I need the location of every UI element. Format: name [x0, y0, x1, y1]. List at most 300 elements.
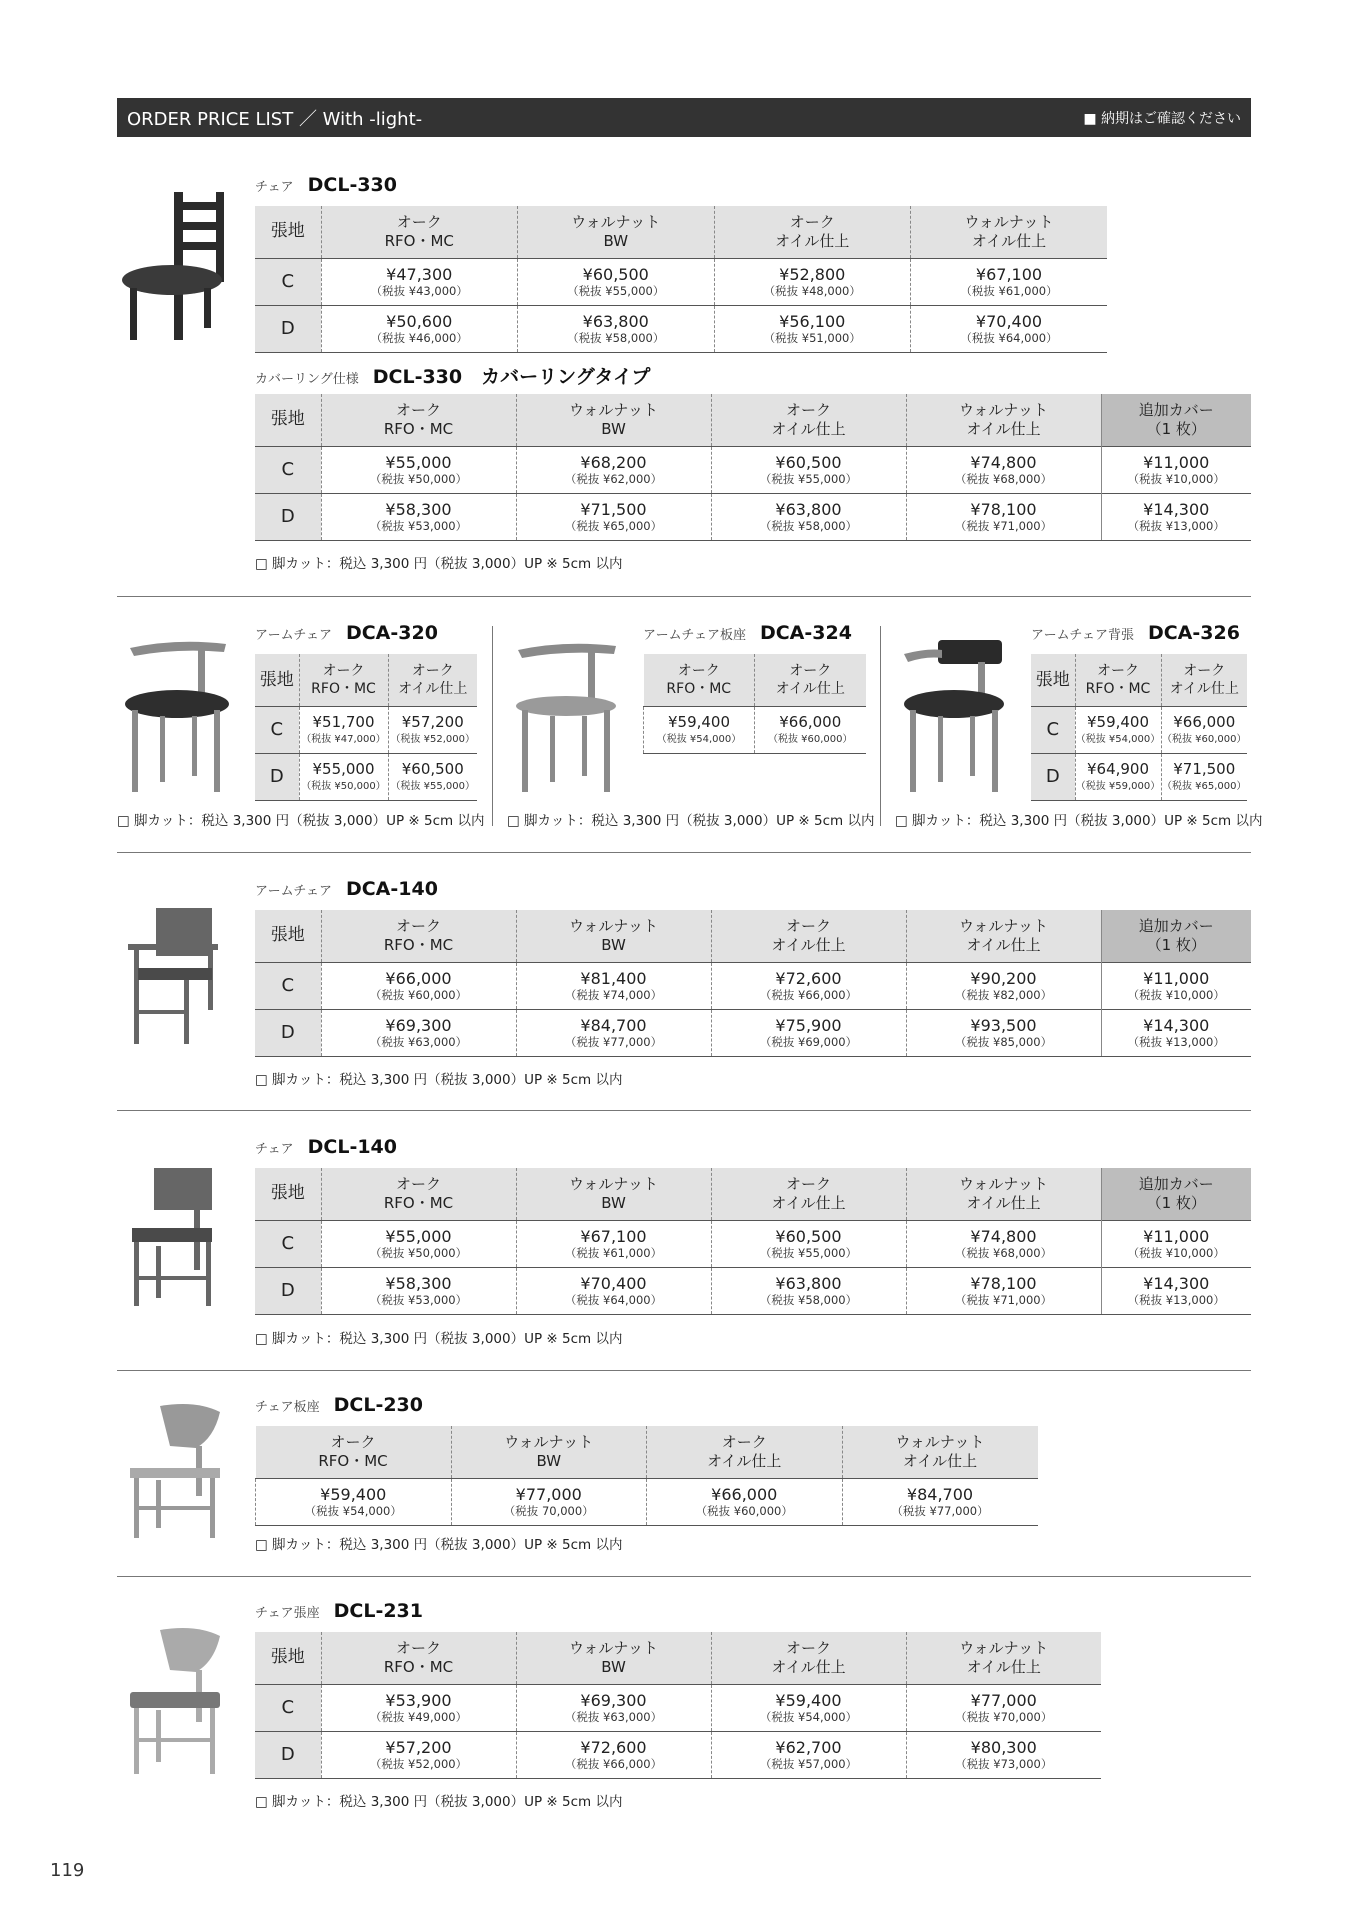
price-cell [388, 753, 477, 800]
finish-header-line: オーク [1097, 662, 1139, 679]
price-incl-tax: ¥55,000 [385, 452, 452, 472]
column-divider [492, 626, 493, 826]
price-excl-tax: （税抜 ¥64,000） [960, 330, 1058, 345]
finish-header-line: オイル仕上 [771, 419, 846, 438]
price-incl-tax: ¥56,100 [779, 311, 846, 331]
price-row [255, 1009, 1251, 1056]
finish-header-line: オーク [785, 400, 831, 419]
finish-header [388, 654, 477, 706]
price-row [256, 1478, 1038, 1525]
price-cell [321, 258, 518, 305]
leg-cut-note: □ 脚カット：税込 3,300 円（税抜 3,000）UP ※ 5cm 以内 [255, 1794, 623, 1810]
price-table-dcl-330-cover [255, 394, 1251, 541]
product-category: アームチェア [255, 884, 332, 899]
price-cell [711, 1009, 906, 1056]
price-cell [711, 1684, 906, 1731]
product-category: カバーリング仕様 [255, 372, 359, 387]
fabric-header [255, 206, 321, 258]
price-excl-tax: （税抜 ¥49,000） [369, 1709, 468, 1724]
grade-label: C [255, 446, 321, 493]
price-incl-tax: ¥51,700 [312, 712, 375, 731]
price-excl-tax: （税抜 ¥66,000） [564, 1756, 663, 1771]
finish-header-line: オーク [395, 916, 441, 935]
price-incl-tax: ¥75,900 [775, 1015, 842, 1035]
fabric-header-line: 張地 [270, 1183, 305, 1204]
chair-dcl-231-image [126, 1626, 226, 1778]
price-cell [321, 1009, 516, 1056]
column-divider [880, 626, 881, 826]
finish-header-line: BW [536, 1451, 562, 1470]
price-cell [321, 1731, 516, 1778]
finish-header-line: オイル仕上 [902, 1451, 978, 1470]
grade-label: C [255, 1684, 321, 1731]
price-table-dcl-231 [255, 1632, 1101, 1779]
price-excl-tax: （税抜 ¥54,000） [1075, 733, 1161, 745]
finish-header-line: ウォルナット [958, 1174, 1049, 1193]
finish-header-line: ウォルナット [958, 916, 1049, 935]
finish-header-line: オーク [721, 1432, 767, 1451]
price-cell [1075, 706, 1161, 753]
fabric-header-line: 張地 [259, 669, 294, 690]
price-cell [906, 1220, 1101, 1267]
finish-header-line: RFO・MC [318, 1451, 388, 1470]
finish-header-line: ウォルナット [571, 212, 661, 231]
price-excl-tax: （税抜 ¥73,000） [955, 1756, 1053, 1771]
price-incl-tax: ¥55,000 [385, 1226, 452, 1246]
price-row [255, 1267, 1251, 1314]
finish-header-line: オーク [396, 212, 442, 231]
price-table-dcl-230 [255, 1426, 1038, 1526]
price-excl-tax: （税抜 ¥77,000） [564, 1034, 663, 1049]
product-label-dcl-140 [255, 1136, 397, 1158]
fabric-header [1031, 654, 1075, 706]
fabric-header [255, 910, 321, 962]
finish-header [644, 654, 755, 706]
grade-label: D [255, 493, 321, 540]
chair-dca-326-image [898, 636, 1010, 796]
price-cell [388, 706, 477, 753]
extra-cover-price-cell [1101, 446, 1251, 493]
price-cell [906, 1731, 1101, 1778]
product-category: チェア張座 [255, 1606, 320, 1621]
price-excl-tax: （税抜 ¥70,000） [955, 1709, 1053, 1724]
finish-header [256, 1426, 452, 1478]
product-label-dca-320 [255, 622, 438, 644]
price-incl-tax: ¥68,200 [580, 452, 647, 472]
finish-header [321, 206, 518, 258]
page-title: ORDER PRICE LIST ／ With -light- [127, 108, 423, 130]
price-excl-tax: （税抜 ¥63,000） [369, 1034, 468, 1049]
price-incl-tax: ¥60,500 [582, 264, 649, 284]
finish-header [714, 206, 911, 258]
section-divider [117, 1576, 1251, 1577]
price-excl-tax: （税抜 ¥55,000） [759, 471, 858, 486]
price-cell [711, 493, 906, 540]
price-incl-tax: ¥74,800 [970, 452, 1037, 472]
product-code: DCA-324 [759, 622, 852, 644]
finish-header-line: ウォルナット [568, 1174, 659, 1193]
price-excl-tax: （税抜 ¥77,000） [891, 1503, 989, 1518]
finish-header [299, 654, 388, 706]
price-cell [321, 1267, 516, 1314]
price-excl-tax: （税抜 ¥71,000） [954, 1292, 1053, 1307]
price-excl-tax: （税抜 ¥46,000） [370, 330, 468, 345]
price-cell [516, 1267, 711, 1314]
grade-label: C [255, 1220, 321, 1267]
price-excl-tax: （税抜 ¥48,000） [763, 283, 861, 298]
price-excl-tax: （税抜 70,000） [503, 1503, 594, 1518]
price-row [644, 706, 866, 753]
finish-header-line: RFO・MC [1085, 680, 1151, 697]
price-incl-tax: ¥59,400 [1086, 712, 1150, 731]
price-incl-tax: ¥47,300 [386, 264, 453, 284]
chair-dcl-230-image [126, 1402, 226, 1542]
fabric-header-line: 張地 [270, 925, 305, 946]
price-incl-tax: ¥63,800 [775, 1273, 842, 1293]
finish-header [518, 206, 715, 258]
price-incl-tax: ¥52,800 [779, 264, 846, 284]
price-cell [711, 446, 906, 493]
price-incl-tax: ¥66,000 [779, 712, 842, 731]
price-cell [906, 1267, 1101, 1314]
price-excl-tax: （税抜 ¥55,000） [759, 1245, 858, 1260]
price-incl-tax: ¥58,300 [385, 499, 452, 519]
price-cell [516, 1684, 711, 1731]
price-cell [906, 493, 1101, 540]
price-incl-tax: ¥70,400 [580, 1273, 647, 1293]
price-incl-tax: ¥69,300 [385, 1015, 452, 1035]
extra-cover-header-line: （1 枚） [1146, 935, 1206, 954]
finish-header-line: BW [601, 419, 626, 438]
section-divider [117, 1370, 1251, 1371]
price-incl-tax: ¥84,700 [906, 1484, 974, 1504]
price-cell [1075, 753, 1161, 800]
chair-dcl-140-image [126, 1166, 222, 1310]
price-cell [321, 493, 516, 540]
product-label-dcl-230 [255, 1394, 423, 1416]
finish-header-line: オイル仕上 [707, 1451, 782, 1470]
grade-label: C [255, 258, 321, 305]
price-incl-tax: ¥55,000 [312, 759, 375, 778]
price-excl-tax: （税抜 ¥52,000） [390, 733, 476, 745]
price-incl-tax: ¥70,400 [975, 311, 1043, 331]
finish-header-line: オーク [411, 662, 454, 679]
price-cell [911, 258, 1108, 305]
price-cell [711, 1731, 906, 1778]
price-cell [714, 305, 911, 352]
finish-header [321, 910, 516, 962]
finish-header [516, 394, 711, 446]
price-incl-tax: ¥78,100 [970, 499, 1037, 519]
product-label-dcl-330 [255, 174, 397, 196]
finish-header [711, 1632, 906, 1684]
price-excl-tax: （税抜 ¥60,000） [1161, 733, 1247, 745]
price-row [255, 258, 1107, 305]
price-cell [256, 1478, 452, 1525]
leg-cut-note: □ 脚カット：税込 3,300 円（税抜 3,000）UP ※ 5cm 以内 [117, 813, 485, 829]
finish-header-line: オイル仕上 [966, 935, 1041, 954]
price-incl-tax: ¥53,900 [385, 1690, 452, 1710]
product-label-dca-140 [255, 878, 438, 900]
price-excl-tax: （税抜 ¥71,000） [954, 518, 1053, 533]
price-cell [321, 1684, 516, 1731]
finish-header-line: ウォルナット [568, 1638, 659, 1657]
extra-cover-header-line: （1 枚） [1146, 419, 1206, 438]
finish-header-line: オイル仕上 [966, 1193, 1041, 1212]
price-incl-tax: ¥63,800 [775, 499, 842, 519]
finish-header [516, 1632, 711, 1684]
finish-header [906, 394, 1101, 446]
price-excl-tax: （税抜 ¥68,000） [954, 471, 1053, 486]
finish-header-line: オイル仕上 [775, 680, 845, 697]
price-cell [518, 305, 715, 352]
finish-header-line: ウォルナット [895, 1432, 985, 1451]
price-excl-tax: （税抜 ¥63,000） [564, 1709, 663, 1724]
price-incl-tax: ¥90,200 [970, 968, 1037, 988]
price-row [255, 706, 477, 753]
price-cell [711, 1267, 906, 1314]
finish-header-line: BW [603, 231, 629, 250]
finish-header-line: オイル仕上 [771, 1657, 846, 1676]
price-incl-tax: ¥62,700 [775, 1737, 842, 1757]
extra-cover-price-cell [1101, 1267, 1251, 1314]
price-cell [711, 1220, 906, 1267]
price-incl-tax: ¥80,300 [970, 1737, 1037, 1757]
price-excl-tax: （税抜 ¥55,000） [390, 780, 476, 792]
finish-header [451, 1426, 647, 1478]
finish-header-line: RFO・MC [383, 1193, 454, 1212]
finish-header-line: オーク [785, 1174, 831, 1193]
price-excl-tax: （税抜 ¥59,000） [1075, 780, 1161, 792]
extra-cover-header-line: （1 枚） [1146, 1193, 1206, 1212]
extra-cover-price-cell [1101, 1009, 1251, 1056]
grade-label: D [255, 753, 299, 800]
price-incl-tax: ¥60,500 [775, 452, 842, 472]
price-excl-tax: （税抜 ¥10,000） [1127, 1245, 1225, 1260]
price-row [255, 1731, 1101, 1778]
finish-header-line: ウォルナット [959, 1638, 1049, 1657]
price-excl-tax: （税抜 ¥50,000） [301, 780, 386, 792]
finish-header-line: オーク [395, 1174, 441, 1193]
price-excl-tax: （税抜 ¥52,000） [369, 1756, 468, 1771]
header-bar [117, 98, 1251, 137]
price-excl-tax: （税抜 ¥58,000） [567, 330, 665, 345]
price-incl-tax: ¥59,400 [320, 1484, 387, 1504]
leg-cut-note: □ 脚カット：税込 3,300 円（税抜 3,000）UP ※ 5cm 以内 [255, 556, 623, 572]
finish-header-line: オイル仕上 [966, 1657, 1041, 1676]
price-row [255, 305, 1107, 352]
grade-label: D [255, 1267, 321, 1314]
price-excl-tax: （税抜 ¥64,000） [564, 1292, 663, 1307]
grade-label: D [1031, 753, 1075, 800]
price-cell [516, 493, 711, 540]
price-excl-tax: （税抜 ¥10,000） [1127, 987, 1225, 1002]
price-cell [1161, 753, 1247, 800]
leg-cut-note: □ 脚カット：税込 3,300 円（税抜 3,000）UP ※ 5cm 以内 [895, 813, 1263, 829]
grade-label: C [255, 706, 299, 753]
finish-header-line: オイル仕上 [1169, 680, 1239, 697]
price-cell [714, 258, 911, 305]
finish-header-line: オーク [789, 662, 832, 679]
product-code: DCL-330 カバーリングタイプ [372, 366, 651, 388]
price-excl-tax: （税抜 ¥54,000） [656, 733, 742, 745]
finish-header-line: オーク [395, 400, 441, 419]
price-row [255, 1684, 1101, 1731]
price-excl-tax: （税抜 ¥10,000） [1127, 471, 1225, 486]
product-category: アームチェア背張 [1031, 628, 1134, 643]
finish-header [321, 1168, 516, 1220]
price-cell [516, 1731, 711, 1778]
price-excl-tax: （税抜 ¥54,000） [304, 1503, 402, 1518]
product-code: DCA-326 [1147, 622, 1240, 644]
price-cell [299, 753, 388, 800]
price-incl-tax: ¥14,300 [1143, 499, 1210, 519]
finish-header [755, 654, 866, 706]
finish-header-line: RFO・MC [384, 231, 454, 250]
grade-label: D [255, 305, 321, 352]
price-excl-tax: （税抜 ¥50,000） [369, 471, 468, 486]
price-excl-tax: （税抜 ¥58,000） [759, 518, 858, 533]
price-excl-tax: （税抜 ¥51,000） [763, 330, 861, 345]
price-row [1031, 706, 1247, 753]
fabric-header-line: 張地 [1035, 669, 1070, 690]
price-cell [321, 1220, 516, 1267]
section-divider [117, 1110, 1251, 1111]
price-incl-tax: ¥63,800 [582, 311, 649, 331]
price-row [255, 1220, 1251, 1267]
price-row [1031, 753, 1247, 800]
price-table-dca-324 [643, 654, 866, 754]
price-incl-tax: ¥71,500 [580, 499, 647, 519]
price-excl-tax: （税抜 ¥13,000） [1127, 1034, 1225, 1049]
price-row [255, 753, 477, 800]
price-excl-tax: （税抜 ¥47,000） [301, 733, 386, 745]
extra-cover-header [1101, 1168, 1251, 1220]
fabric-header [255, 394, 321, 446]
price-table-dcl-330 [255, 206, 1107, 353]
product-code: DCL-140 [307, 1136, 397, 1158]
finish-header-line: オーク [785, 1638, 831, 1657]
price-excl-tax: （税抜 ¥85,000） [954, 1034, 1053, 1049]
price-table-dca-140 [255, 910, 1251, 1057]
finish-header-line: ウォルナット [964, 212, 1054, 231]
price-incl-tax: ¥81,400 [580, 968, 647, 988]
price-excl-tax: （税抜 ¥53,000） [369, 1292, 468, 1307]
price-excl-tax: （税抜 ¥50,000） [369, 1245, 468, 1260]
price-incl-tax: ¥93,500 [970, 1015, 1037, 1035]
price-excl-tax: （税抜 ¥61,000） [960, 283, 1058, 298]
finish-header [842, 1426, 1038, 1478]
price-excl-tax: （税抜 ¥82,000） [954, 987, 1053, 1002]
price-incl-tax: ¥57,200 [385, 1737, 452, 1757]
finish-header-line: オイル仕上 [771, 935, 846, 954]
price-incl-tax: ¥64,900 [1086, 759, 1150, 778]
finish-header [647, 1426, 843, 1478]
finish-header [906, 1168, 1101, 1220]
price-excl-tax: （税抜 ¥13,000） [1127, 518, 1225, 533]
finish-header-line: オイル仕上 [398, 680, 468, 697]
price-row [255, 962, 1251, 1009]
finish-header-line: ウォルナット [958, 400, 1049, 419]
product-code: DCA-320 [345, 622, 438, 644]
finish-header [1161, 654, 1247, 706]
fabric-header-line: 張地 [270, 1647, 305, 1668]
product-label-dca-326 [1031, 622, 1240, 644]
price-incl-tax: ¥72,600 [580, 1737, 647, 1757]
price-table-dca-326 [1031, 654, 1247, 801]
product-category: アームチェア板座 [643, 628, 746, 643]
extra-cover-price-cell [1101, 962, 1251, 1009]
extra-cover-header [1101, 394, 1251, 446]
price-cell [518, 258, 715, 305]
chair-dca-140-image [124, 906, 224, 1048]
finish-header [906, 910, 1101, 962]
extra-cover-header-line: 追加カバー [1138, 400, 1214, 419]
fabric-header [255, 1168, 321, 1220]
fabric-header-line: 張地 [270, 409, 305, 430]
price-table-dca-320 [255, 654, 477, 801]
product-code: DCL-231 [333, 1600, 423, 1622]
chair-dca-320-image [122, 636, 232, 796]
price-incl-tax: ¥78,100 [970, 1273, 1037, 1293]
finish-header-line: オーク [785, 916, 831, 935]
extra-cover-header-line: 追加カバー [1138, 1174, 1214, 1193]
price-excl-tax: （税抜 ¥58,000） [759, 1292, 858, 1307]
price-cell [516, 446, 711, 493]
price-row [255, 493, 1251, 540]
leg-cut-note: □ 脚カット：税込 3,300 円（税抜 3,000）UP ※ 5cm 以内 [255, 1331, 623, 1347]
grade-label: D [255, 1009, 321, 1056]
finish-header-line: BW [601, 1193, 626, 1212]
price-cell [755, 706, 866, 753]
price-excl-tax: （税抜 ¥74,000） [564, 987, 663, 1002]
price-incl-tax: ¥77,000 [515, 1484, 582, 1504]
product-code: DCL-330 [307, 174, 397, 196]
finish-header-line: RFO・MC [383, 419, 454, 438]
price-cell [906, 1684, 1101, 1731]
price-incl-tax: ¥77,000 [970, 1690, 1037, 1710]
price-excl-tax: （税抜 ¥62,000） [564, 471, 663, 486]
price-excl-tax: （税抜 ¥43,000） [370, 283, 468, 298]
price-incl-tax: ¥59,400 [667, 712, 731, 731]
price-incl-tax: ¥59,400 [775, 1690, 842, 1710]
price-excl-tax: （税抜 ¥60,000） [369, 987, 468, 1002]
price-incl-tax: ¥84,700 [580, 1015, 647, 1035]
finish-header [711, 1168, 906, 1220]
product-category: アームチェア [255, 628, 332, 643]
grade-label: D [255, 1731, 321, 1778]
price-cell [906, 1009, 1101, 1056]
finish-header [1075, 654, 1161, 706]
price-cell [516, 1220, 711, 1267]
finish-header [711, 910, 906, 962]
price-incl-tax: ¥74,800 [970, 1226, 1037, 1246]
product-label-dcl-330-cover [255, 362, 650, 389]
price-cell [451, 1478, 647, 1525]
price-incl-tax: ¥66,000 [1173, 712, 1236, 731]
finish-header [321, 394, 516, 446]
price-cell [1161, 706, 1247, 753]
extra-cover-header-line: 追加カバー [1138, 916, 1214, 935]
price-cell [647, 1478, 843, 1525]
grade-label: C [255, 962, 321, 1009]
finish-header-line: ウォルナット [568, 400, 659, 419]
price-excl-tax: （税抜 ¥60,000） [695, 1503, 793, 1518]
extra-cover-header [1101, 910, 1251, 962]
finish-header-line: RFO・MC [666, 680, 732, 697]
product-code: DCA-140 [345, 878, 438, 900]
price-excl-tax: （税抜 ¥61,000） [564, 1245, 663, 1260]
